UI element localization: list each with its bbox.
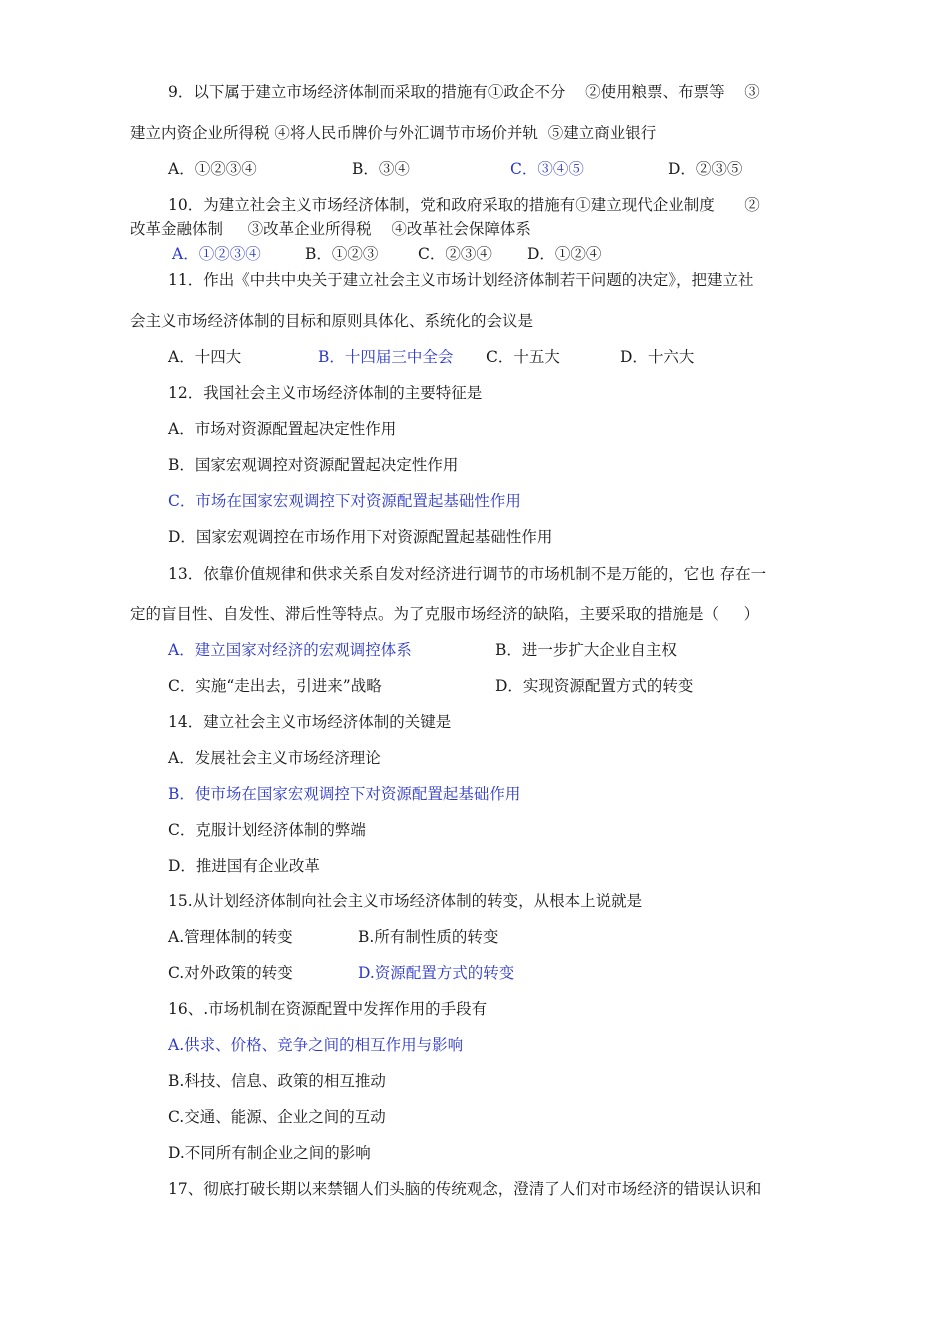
q16-option-c: C.交通、能源、企业之间的互动 bbox=[168, 1108, 386, 1126]
q12-option-b: B．国家宏观调控对资源配置起决定性作用 bbox=[168, 456, 459, 474]
q12-option-a: A．市场对资源配置起决定性作用 bbox=[168, 420, 397, 438]
q16-stem: 16、.市场机制在资源配置中发挥作用的手段有 bbox=[168, 1000, 488, 1018]
q13-option-d: D．实现资源配置方式的转变 bbox=[495, 677, 694, 695]
q14-option-d: D．推进国有企业改革 bbox=[168, 857, 320, 875]
q11-stem-line2: 会主义市场经济体制的目标和原则具体化、系统化的会议是 bbox=[130, 312, 534, 330]
q11-option-c: C．十五大 bbox=[486, 348, 560, 366]
q10-option-a-answer: A．①②③④ bbox=[172, 245, 261, 263]
q14-stem: 14．建立社会主义市场经济体制的关键是 bbox=[168, 713, 452, 731]
q16-option-b: B.科技、信息、政策的相互推动 bbox=[168, 1072, 386, 1090]
q13-option-c: C．实施“走出去，引进来”战略 bbox=[168, 677, 382, 695]
q15-option-d-answer: D.资源配置方式的转变 bbox=[358, 964, 515, 982]
q11-option-b-answer: B．十四届三中全会 bbox=[318, 348, 454, 366]
q14-option-c: C．克服计划经济体制的弊端 bbox=[168, 821, 366, 839]
q13-stem-line1: 13．依靠价值规律和供求关系自发对经济进行调节的市场机制不是万能的，它也 存在一 bbox=[168, 565, 767, 583]
q12-option-d: D．国家宏观调控在市场作用下对资源配置起基础性作用 bbox=[168, 528, 553, 546]
q16-option-a-answer: A.供求、价格、竞争之间的相互作用与影响 bbox=[168, 1036, 464, 1054]
q9-option-b: B．③④ bbox=[352, 160, 410, 178]
q9-option-c-answer: C．③④⑤ bbox=[510, 160, 584, 178]
q11-option-a: A．十四大 bbox=[168, 348, 242, 366]
q12-option-c-answer: C．市场在国家宏观调控下对资源配置起基础性作用 bbox=[168, 492, 521, 510]
q9-stem-line1: 9．以下属于建立市场经济体制而采取的措施有①政企不分 ②使用粮票、布票等 ③ bbox=[168, 83, 760, 101]
q12-stem: 12．我国社会主义市场经济体制的主要特征是 bbox=[168, 384, 483, 402]
q13-option-a-answer: A．建立国家对经济的宏观调控体系 bbox=[168, 641, 412, 659]
q15-stem: 15.从计划经济体制向社会主义市场经济体制的转变，从根本上说就是 bbox=[168, 892, 643, 910]
q9-option-d: D．②③⑤ bbox=[668, 160, 743, 178]
q9-stem-line2: 建立内资企业所得税 ④将人民币牌价与外汇调节市场价并轨 ⑤建立商业银行 bbox=[130, 124, 657, 142]
q13-stem-line2: 定的盲目性、自发性、滞后性等特点。为了克服市场经济的缺陷，主要采取的措施是（ ） bbox=[130, 605, 760, 623]
q15-option-a: A.管理体制的转变 bbox=[168, 928, 293, 946]
q15-option-c: C.对外政策的转变 bbox=[168, 964, 293, 982]
q10-option-d: D．①②④ bbox=[527, 245, 602, 263]
q17-stem-line1: 17、彻底打破长期以来禁锢人们头脑的传统观念，澄清了人们对市场经济的错误认识和 bbox=[168, 1180, 762, 1198]
q14-option-a: A．发展社会主义市场经济理论 bbox=[168, 749, 381, 767]
q14-option-b-answer: B．使市场在国家宏观调控下对资源配置起基础作用 bbox=[168, 785, 521, 803]
q10-stem-line2: 改革金融体制 ③改革企业所得税 ④改革社会保障体系 bbox=[130, 220, 531, 238]
q11-stem-line1: 11．作出《中共中央关于建立社会主义市场计划经济体制若干问题的决定》，把建立社 bbox=[168, 271, 754, 289]
q9-option-a: A．①②③④ bbox=[168, 160, 257, 178]
q13-option-b: B．进一步扩大企业自主权 bbox=[495, 641, 677, 659]
q11-option-d: D．十六大 bbox=[620, 348, 695, 366]
q15-option-b: B.所有制性质的转变 bbox=[358, 928, 499, 946]
q10-option-b: B．①②③ bbox=[305, 245, 379, 263]
q16-option-d: D.不同所有制企业之间的影响 bbox=[168, 1144, 371, 1162]
q10-stem-line1: 10．为建立社会主义市场经济体制，党和政府采取的措施有①建立现代企业制度 ② bbox=[168, 196, 760, 214]
q10-option-c: C．②③④ bbox=[418, 245, 492, 263]
